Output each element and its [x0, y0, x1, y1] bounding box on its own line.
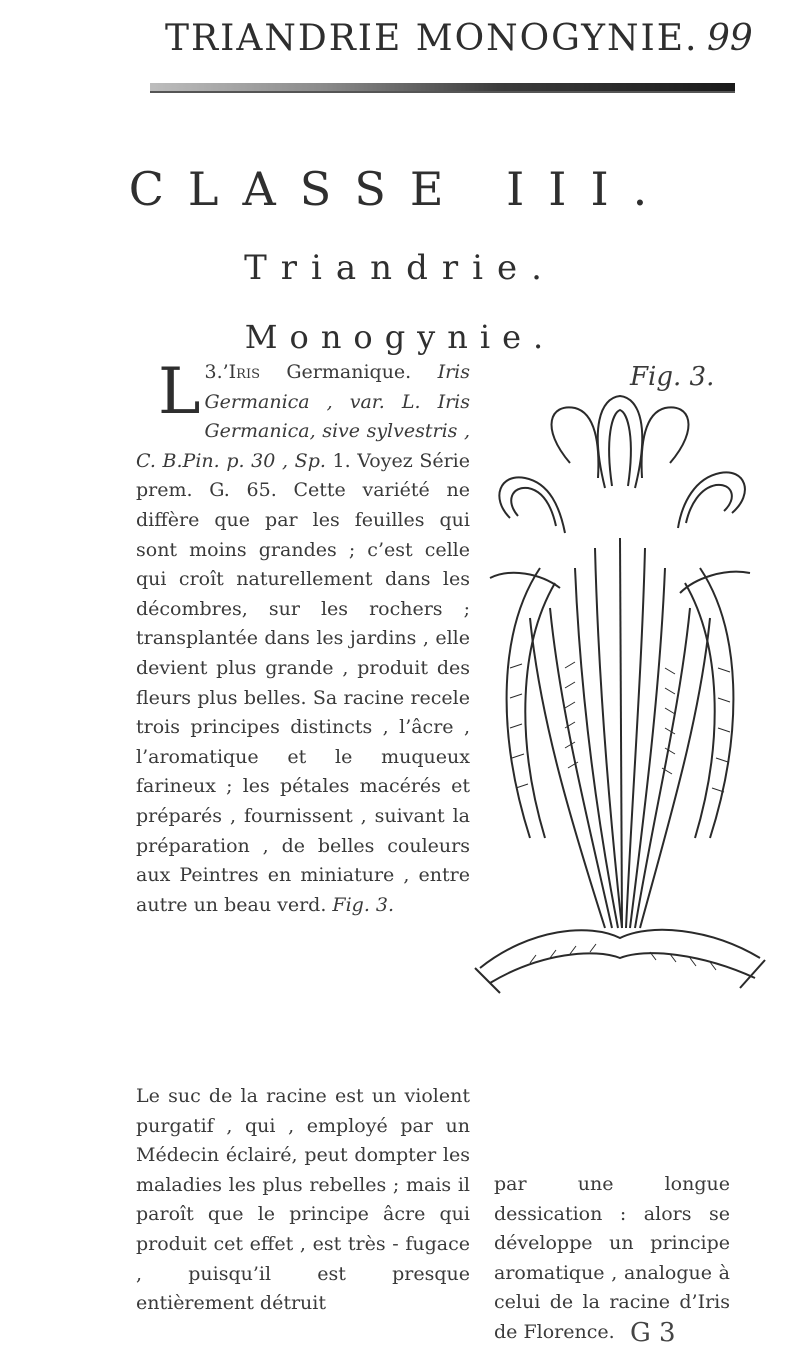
triandrie-heading: Triandrie. [244, 248, 556, 288]
paragraph-suc [136, 1082, 470, 1319]
latin-name: Iris Germanica , var. L. Iris Germanica, sive sylvestris , C. B. [136, 361, 471, 472]
article-lead-word: ’Iris [222, 361, 261, 383]
iris-plant-icon [470, 368, 770, 1008]
page-number: 99 [707, 18, 753, 59]
paragraph-suc-continued-text: par une longue dessication : alors se développe un principe aromatique , analogue à celui de la racine d’Iris de Florence. [494, 1173, 730, 1343]
figure-reference: Fig. 3. [332, 893, 395, 916]
running-title: TRIANDRIE MONOGYNIE. [165, 18, 699, 59]
paragraph-suc-text: Le suc de la racine est un violent purgatif , qui , employé par un Médecin éclairé, peut dompter les maladies les plus rebelles ; mais il paroît que le principe âcre qui produit cet effet , est très - fugace , puisqu’il est presque entièrement détruit [136, 1085, 470, 1315]
article-name: Germanique. [286, 361, 412, 383]
iris-engraving [470, 368, 770, 1008]
sp-ref: Sp. [294, 449, 326, 472]
page-ref: p. 30 , [226, 449, 289, 472]
class-heading: CLASSE III. [128, 162, 672, 216]
running-head [0, 18, 800, 58]
signature-mark: G 3 [630, 1318, 676, 1348]
article-iris-germanique [136, 355, 471, 920]
article-body: 1. Voyez Série prem. G. 65. Cette variété ne diffère que par les feuilles qui sont moins grandes ; c’est celle qui croît naturellement dans les décombres, sur les rochers ; transplantée dans les jardins , elle devient plus grande , produit des fleurs plus belles. Sa racine recele trois principes distincts , l’âcre , l’aromatique et le muqueux farineux ; les pétales macérés et préparés , fournissent , suivant la préparation , de belles couleurs aux Peintres en miniature , entre autre un beau verd. [136, 449, 470, 916]
ornamental-rule [150, 83, 735, 93]
pinax-ref: Pin. [182, 449, 220, 472]
paragraph-suc-continued [494, 1170, 730, 1348]
drop-cap: L [158, 355, 201, 429]
monogynie-heading: Monogynie. [244, 318, 556, 356]
figure-caption: Fig. 3. [630, 362, 715, 392]
article-number: 3. [204, 361, 223, 383]
